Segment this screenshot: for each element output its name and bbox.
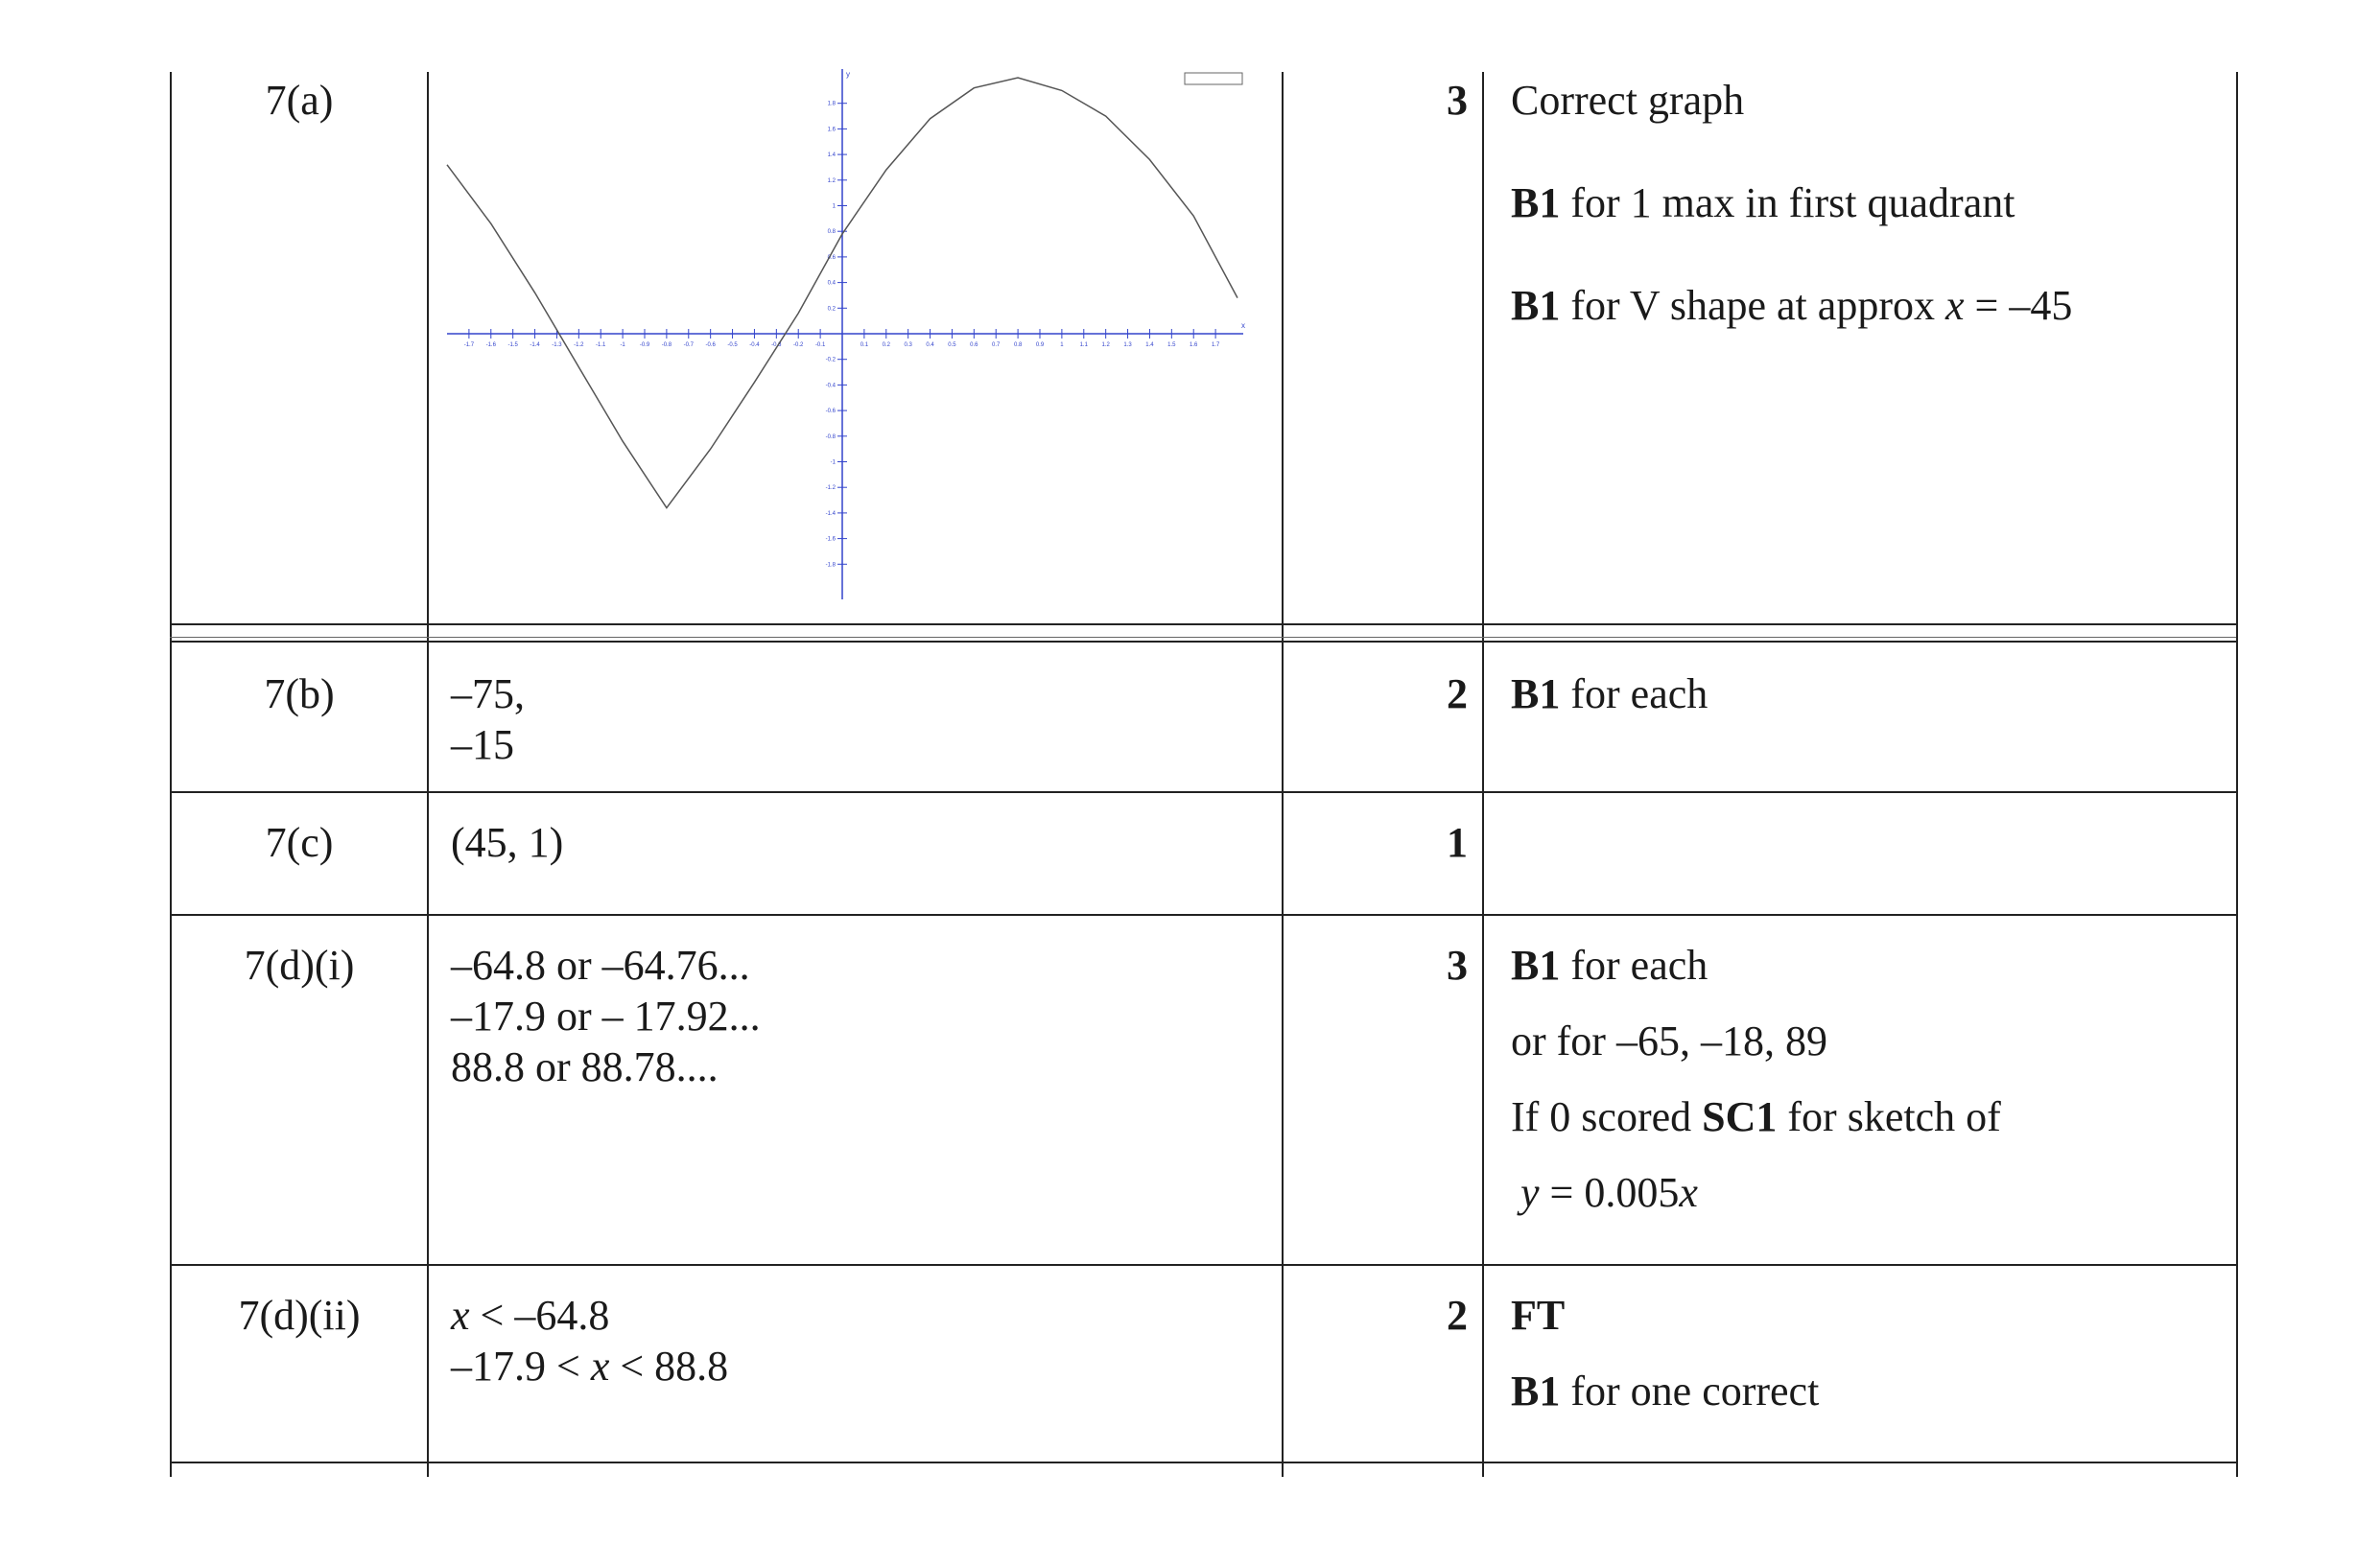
y-tick-label: -1.2 (825, 485, 836, 492)
y-tick-label: -0.6 (825, 409, 836, 415)
x-tick-label: -1.4 (530, 342, 540, 348)
variable: x (590, 1343, 610, 1390)
note-line (1511, 940, 2221, 991)
answer-text: –17.9 < (451, 1343, 591, 1390)
x-axis-label: x (1241, 321, 1245, 330)
column-divider-1 (427, 72, 429, 1477)
answer (451, 1290, 1266, 1392)
note-text: for 1 max in first quadrant (1560, 179, 2015, 226)
x-tick-label: 1.2 (1101, 342, 1110, 348)
y-tick-label: -0.8 (825, 433, 836, 440)
question-number: 7(c) (265, 819, 334, 866)
answer-line: (45, 1) (451, 819, 564, 866)
row-divider-c (170, 914, 2236, 916)
y-tick-label: -0.4 (825, 383, 836, 389)
x-tick-label: 1.3 (1123, 342, 1132, 348)
graph-legend-box (1185, 73, 1242, 84)
row-divider-a-top (170, 623, 2236, 625)
note-text: for sketch of (1777, 1093, 2001, 1140)
row-divider-b (170, 791, 2236, 793)
x-tick-label: -0.9 (639, 342, 650, 348)
note-text: = 0.005 (1539, 1169, 1680, 1216)
x-tick-label: -1.5 (507, 342, 518, 348)
answer-text: < 88.8 (609, 1343, 729, 1390)
x-tick-label: 1 (1060, 342, 1064, 348)
y-tick-label: 0.6 (827, 254, 836, 261)
x-tick-label: -0.6 (705, 342, 716, 348)
row-divider-a-gap (170, 637, 2236, 638)
guidance-notes (1511, 668, 2221, 719)
y-tick-label: -0.2 (825, 357, 836, 363)
x-tick-label: 0.6 (970, 342, 978, 348)
note-text: for each (1560, 670, 1708, 717)
question-number: 7(d)(ii) (238, 1292, 361, 1339)
y-tick-label: 1 (832, 203, 836, 210)
answer-text: < –64.8 (469, 1292, 610, 1339)
note-line: Correct graph (1511, 77, 1745, 124)
y-tick-label: -1.4 (825, 510, 836, 517)
marks: 1 (1447, 819, 1468, 866)
y-axis-label: y (846, 70, 850, 79)
marks: 2 (1447, 670, 1468, 717)
y-tick-label: 1.4 (827, 152, 836, 159)
x-tick-label: -0.8 (661, 342, 672, 348)
column-divider-2 (1282, 72, 1284, 1477)
variable: y (1520, 1169, 1540, 1216)
guidance-notes (1511, 940, 2221, 1218)
x-tick-label: -1.3 (552, 342, 562, 348)
answer (451, 817, 1266, 868)
x-tick-label: 0.2 (882, 342, 890, 348)
marks: 2 (1447, 1292, 1468, 1339)
answer-graph (441, 67, 1257, 604)
answer-line: –15 (451, 721, 514, 768)
answer (451, 668, 1266, 770)
x-tick-label: 1.7 (1211, 342, 1220, 348)
answer-line: –17.9 or – 17.92... (451, 993, 761, 1040)
variable: x (1679, 1169, 1698, 1216)
y-tick-label: -1.6 (825, 536, 836, 543)
table-border-left (170, 72, 172, 1477)
y-tick-label: -1.8 (825, 562, 836, 569)
x-tick-label: 0.4 (926, 342, 934, 348)
x-tick-label: -1 (620, 342, 625, 348)
mark-code: B1 (1511, 942, 1561, 989)
x-tick-label: -0.7 (683, 342, 694, 348)
answer (451, 940, 1266, 1092)
x-tick-label: 1.5 (1167, 342, 1176, 348)
y-tick-label: -1 (830, 459, 836, 466)
x-tick-label: -1.2 (574, 342, 584, 348)
answer-line: –75, (451, 670, 525, 717)
note-line (1511, 1091, 2221, 1142)
mark-code: B1 (1511, 1368, 1561, 1415)
answer-line: –64.8 or –64.76... (451, 942, 750, 989)
mark-code: B1 (1511, 670, 1561, 717)
note-line (1511, 280, 2221, 331)
x-tick-label: 0.8 (1013, 342, 1023, 348)
note-line (1511, 1167, 2221, 1218)
x-tick-label: 1.1 (1079, 342, 1088, 348)
note-line: or for –65, –18, 89 (1511, 1018, 1827, 1064)
x-tick-label: 0.5 (948, 342, 956, 348)
variable: x (451, 1292, 470, 1339)
note-text: If 0 scored (1511, 1093, 1703, 1140)
note-line (1511, 1366, 2221, 1416)
y-tick-label: 0.2 (827, 306, 836, 313)
note-line (1511, 668, 2221, 719)
y-tick-label: 0.8 (827, 229, 836, 236)
x-tick-label: -0.2 (793, 342, 804, 348)
note-text: for one correct (1560, 1368, 1820, 1415)
mark-code: SC1 (1702, 1093, 1778, 1140)
x-tick-label: -1.7 (463, 342, 475, 348)
x-tick-label: 0.1 (860, 342, 869, 348)
y-tick-label: 1.2 (827, 177, 836, 184)
x-tick-label: -0.1 (814, 342, 826, 348)
y-tick-label: 0.4 (827, 280, 836, 287)
answer-line (451, 1341, 1266, 1392)
x-tick-label: -0.5 (727, 342, 738, 348)
answer-line: 88.8 or 88.78.... (451, 1043, 719, 1090)
marks: 3 (1447, 77, 1468, 124)
note-text: for each (1560, 942, 1708, 989)
mark-code: B1 (1511, 179, 1561, 226)
row-divider-d-i (170, 1264, 2236, 1266)
x-tick-label: -0.4 (749, 342, 760, 348)
question-number: 7(a) (265, 77, 334, 124)
note-line (1511, 1290, 2221, 1341)
note-text: = –45 (1964, 282, 2073, 329)
variable: x (1944, 282, 1965, 329)
question-number: 7(d)(i) (244, 942, 355, 989)
x-tick-label: -0.3 (771, 342, 782, 348)
y-tick-label: 1.8 (827, 101, 836, 107)
x-tick-label: 0.3 (904, 342, 912, 348)
row-divider-a-bottom (170, 641, 2236, 643)
table-border-right (2236, 72, 2238, 1477)
guidance-notes (1511, 75, 2221, 331)
answer-line (451, 1290, 1266, 1341)
note-line (1511, 177, 2221, 228)
y-tick-label: 1.6 (827, 127, 836, 133)
column-divider-3 (1482, 72, 1484, 1477)
row-divider-d-ii (170, 1462, 2236, 1463)
x-tick-label: -1.1 (596, 342, 606, 348)
marks: 3 (1447, 942, 1468, 989)
x-tick-label: 1.6 (1190, 342, 1198, 348)
x-tick-label: 1.4 (1145, 342, 1154, 348)
x-tick-label: 0.9 (1035, 342, 1045, 348)
x-tick-label: -1.6 (485, 342, 496, 348)
mark-code: B1 (1511, 282, 1561, 329)
guidance-notes (1511, 1290, 2221, 1416)
note-text: for V shape at approx (1560, 282, 1945, 329)
mark-code: FT (1511, 1292, 1566, 1339)
question-number: 7(b) (264, 670, 335, 717)
x-tick-label: 0.7 (992, 342, 1001, 348)
